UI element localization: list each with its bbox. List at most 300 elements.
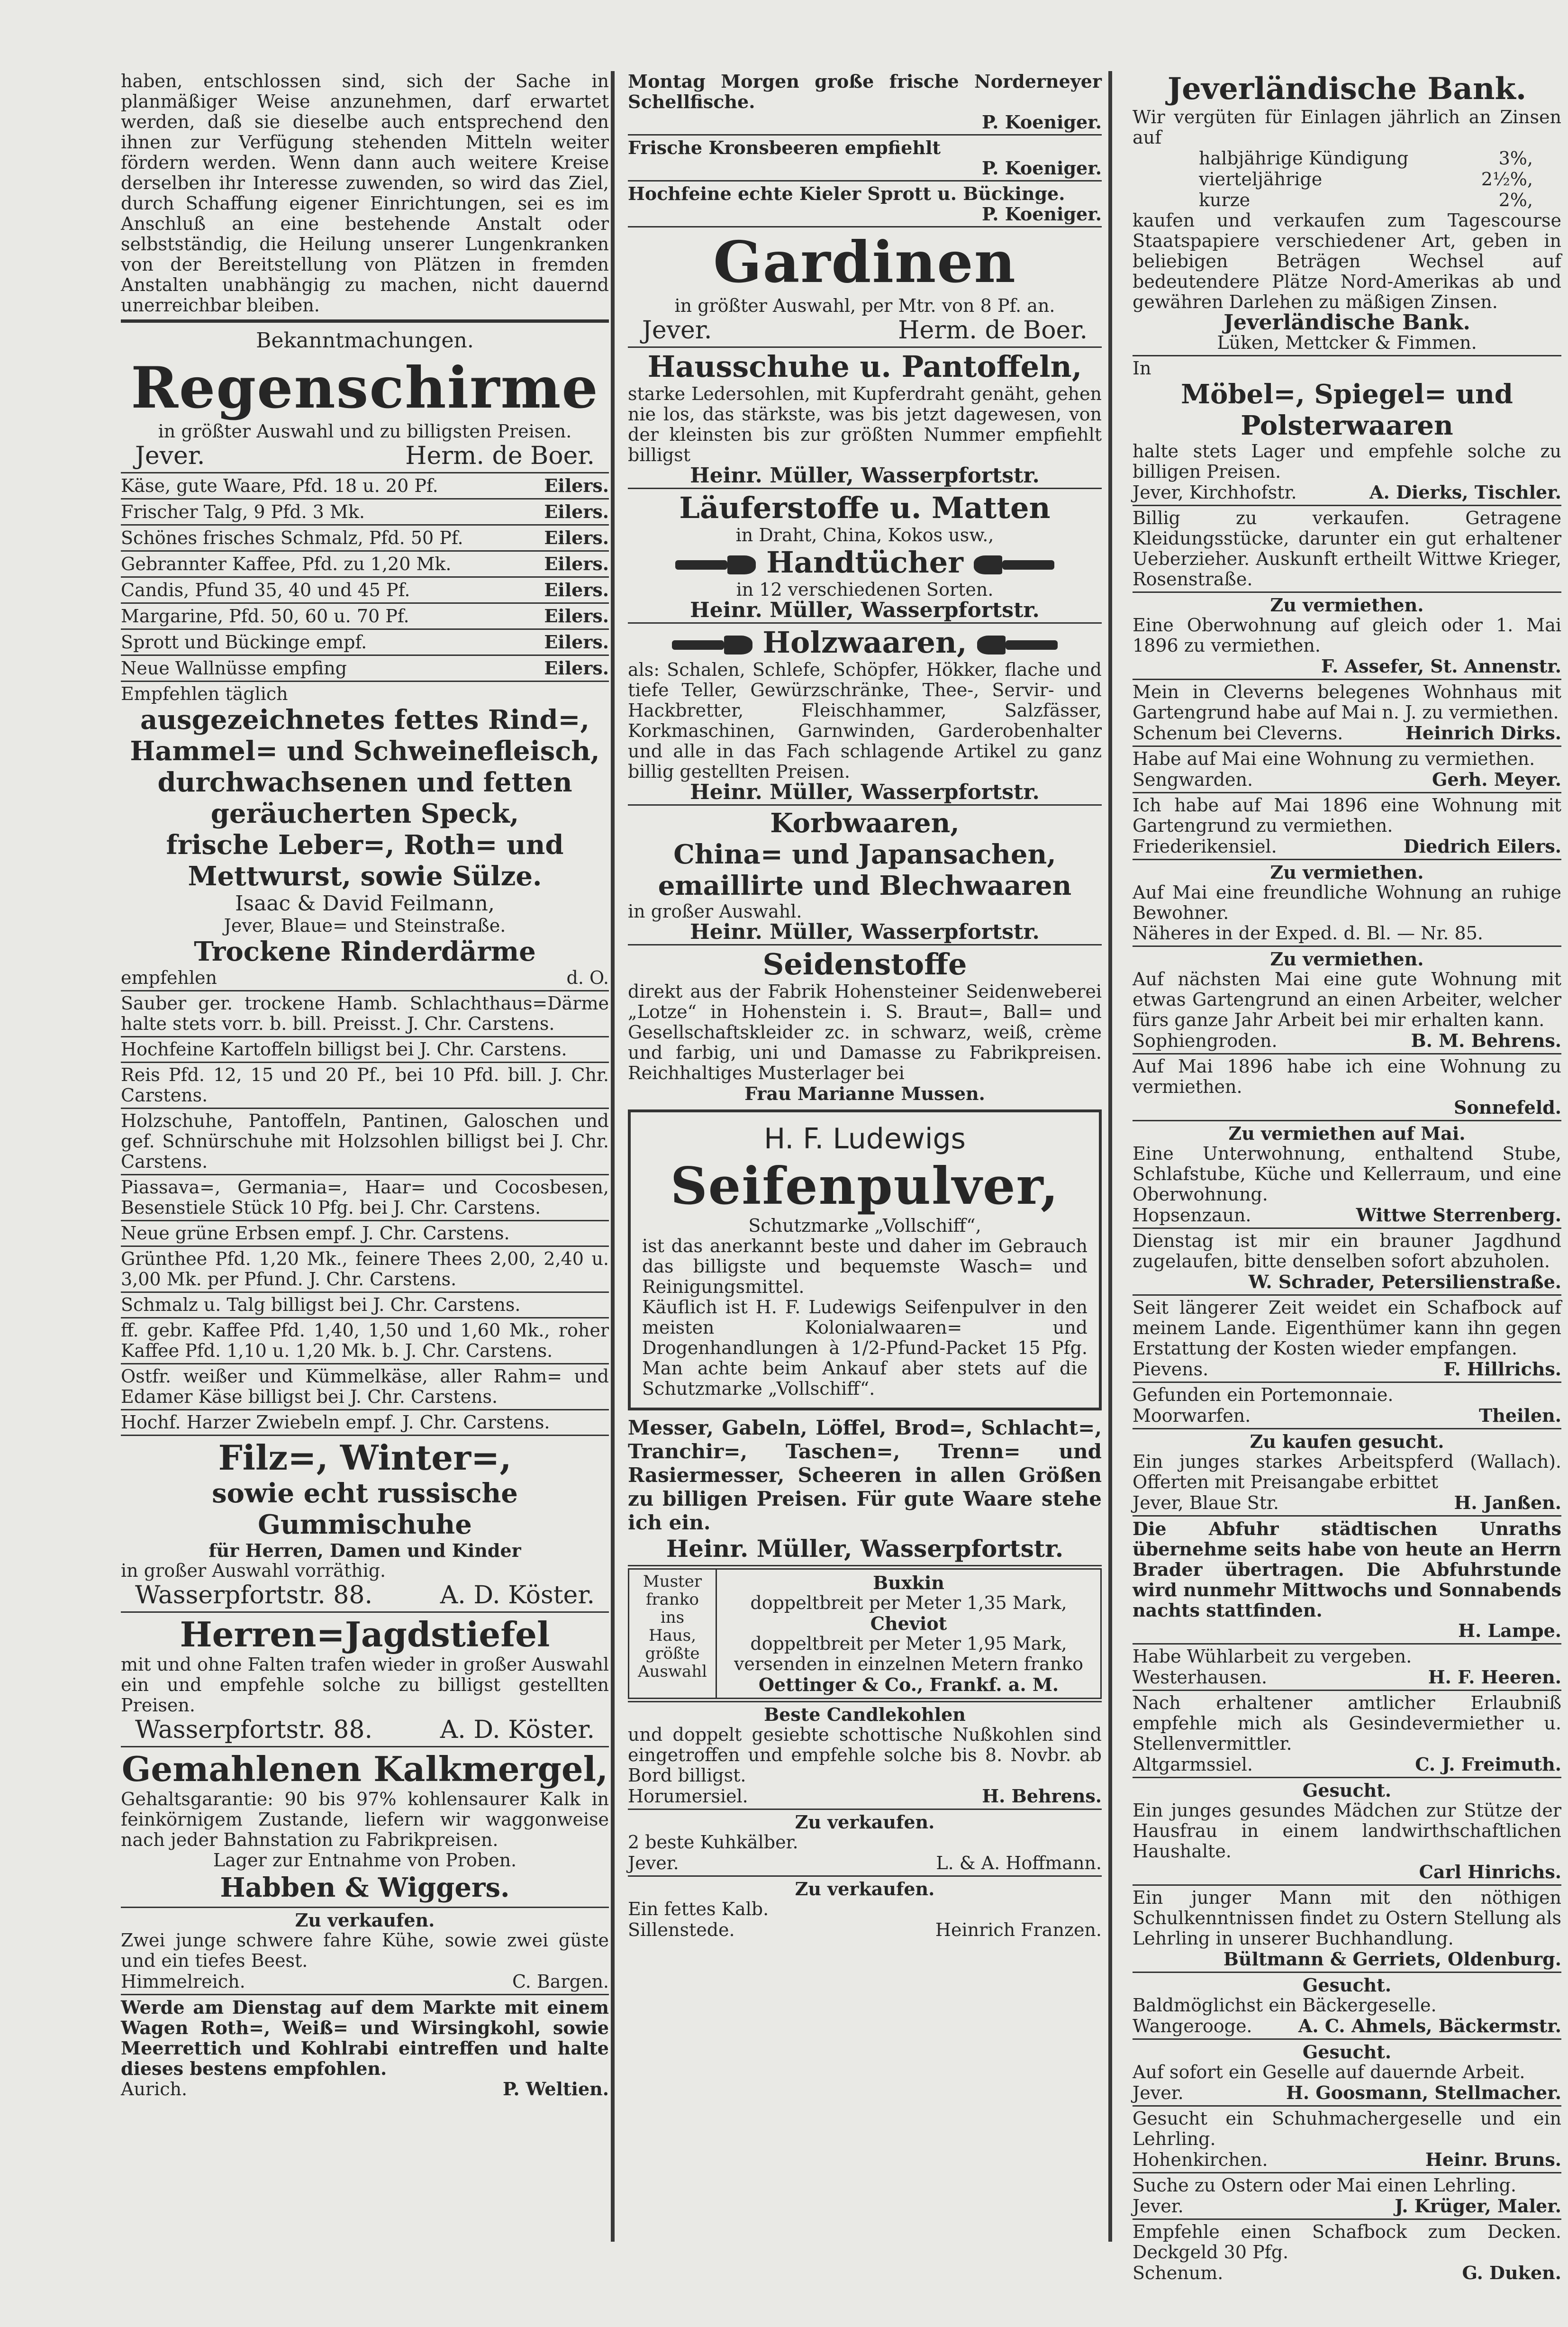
carstens-ad: Holzschuhe, Pantoffeln, Pantinen, Galoschen und gef. Schnürschuhe mit Holzsohlen billigst bei J. Chr. Carstens. bbox=[121, 1110, 609, 1172]
ad-name: Gerh. Meyer. bbox=[1432, 769, 1561, 790]
divider bbox=[1133, 505, 1561, 506]
ad-text2: Näheres in der Exped. d. Bl. — Nr. 85. bbox=[1133, 923, 1483, 944]
ad-vermiethen4 bbox=[1133, 1123, 1561, 1226]
ad-head: Zu verkaufen. bbox=[295, 1909, 435, 1931]
ad-line: Mettwurst, sowie Sülze. bbox=[188, 861, 542, 892]
ad-name: J. Krüger, Maler. bbox=[1395, 2195, 1561, 2217]
ad-text: empfehlen bbox=[121, 967, 217, 988]
carstens-ads bbox=[121, 993, 609, 1436]
ad-sig: Eilers. bbox=[544, 605, 609, 627]
ad-name: L. & A. Hoffmann. bbox=[936, 1853, 1102, 1873]
ad-pre: In bbox=[1133, 358, 1151, 379]
ad-text: Hochfeine echte Kieler Sprott u. Bückinge. bbox=[628, 183, 1065, 204]
ad-line: Polsterwaaren bbox=[1241, 410, 1453, 441]
ad-firm: Heinr. Müller, Wasserpfortstr. bbox=[690, 780, 1040, 804]
ad-firm: A. D. Köster. bbox=[440, 1716, 595, 1744]
divider bbox=[121, 1062, 609, 1063]
ad-signature bbox=[1133, 2082, 1561, 2103]
ad-text: Gefunden ein Portemonnaie. bbox=[1133, 1384, 1394, 1405]
eilers-ad bbox=[121, 475, 609, 496]
ad-name: Heinrich Franzen. bbox=[935, 1919, 1102, 1940]
divider bbox=[1133, 1227, 1561, 1229]
divider bbox=[1133, 1884, 1561, 1886]
ad-text2: kaufen und verkaufen zum Tagescourse Staatspapiere verschiedener Art, geben in beliebigen Beträgen Wechsel auf bedeutendere Plätze Nord-Amerikas ab und gewähren Darlehen zu mäßigen Zinsen. bbox=[1133, 210, 1561, 312]
carstens-ad: Neue grüne Erbsen empf. J. Chr. Carstens. bbox=[121, 1223, 510, 1244]
rate-row bbox=[1133, 190, 1561, 210]
ad-sig: Eilers. bbox=[544, 475, 609, 496]
ad-hausschuhe bbox=[628, 350, 1102, 486]
ad-line: Oettinger & Co., Frankf. a. M. bbox=[758, 1674, 1059, 1695]
ad-text: Werde am Dienstag auf dem Markte mit einem Wagen Roth=, Weiß= und Wirsingkohl, sowie Meerrettich und Kohlrabi eintreffen und halte dieses bestens empfohlen. bbox=[121, 1997, 609, 2079]
divider bbox=[628, 622, 1102, 624]
ad-gesucht1 bbox=[1133, 1780, 1561, 1882]
divider bbox=[121, 1409, 609, 1410]
divider bbox=[1133, 859, 1561, 860]
rate-list bbox=[1133, 148, 1561, 210]
ad-text: Baldmöglichst ein Bäckergeselle. bbox=[1133, 1995, 1437, 2016]
ad-line: Auswahl bbox=[637, 1662, 707, 1681]
ad-signature bbox=[121, 1716, 609, 1744]
ad-bank bbox=[1133, 71, 1561, 353]
carstens-ad: Piassava=, Germania=, Haar= und Cocosbesen, Besenstiele Stück 10 Pfg. bei J. Chr. Carstens. bbox=[121, 1177, 609, 1218]
divider bbox=[1133, 1690, 1561, 1691]
ad-head: Zu vermiethen auf Mai. bbox=[1228, 1123, 1466, 1144]
ad-title2-text: Handtücher bbox=[766, 545, 963, 580]
ad-title2: sowie echt russische Gummischuhe bbox=[212, 1478, 518, 1540]
ad-vermiethen1 bbox=[1133, 595, 1561, 677]
ad-kalb bbox=[628, 1879, 1102, 1940]
ad-text: Mein in Cleverns belegenes Wohnhaus mit Gartengrund habe auf Mai n. J. zu vermiethen. bbox=[1133, 682, 1561, 723]
divider bbox=[628, 944, 1102, 945]
divider bbox=[628, 1701, 1102, 1702]
ad-title: Hausschuhe u. Pantoffeln, bbox=[647, 349, 1082, 384]
ad-line: emaillirte und Blechwaaren bbox=[658, 870, 1072, 901]
rate-value: 2%, bbox=[1498, 190, 1533, 210]
ad-line: China= und Japansachen, bbox=[673, 839, 1056, 870]
carstens-ad: Hochfeine Kartoffeln billigst bei J. Chr. Carstens. bbox=[121, 1039, 567, 1060]
rate-label: halbjährige Kündigung bbox=[1199, 148, 1409, 169]
ad-sig: P. Koeniger. bbox=[981, 157, 1102, 179]
ad-name: H. F. Heeren. bbox=[1428, 1666, 1561, 1688]
ad-right-panel bbox=[717, 1570, 1100, 1698]
ad-signature bbox=[1133, 2149, 1561, 2170]
divider bbox=[121, 550, 609, 552]
ad-title: Gardinen bbox=[713, 229, 1016, 296]
ad-text: Eine Oberwohnung auf gleich oder 1. Mai 1896 zu vermiethen. bbox=[1133, 615, 1561, 656]
ad-firm: Heinr. Müller, Wasserpfortstr. bbox=[666, 1535, 1064, 1563]
divider bbox=[121, 602, 609, 604]
ad-signature bbox=[1133, 1667, 1561, 1688]
ad-name: A. Dierks, Tischler. bbox=[1369, 482, 1561, 503]
ad-mark: Schutzmarke „Vollschiff“, bbox=[748, 1215, 981, 1236]
divider bbox=[628, 180, 1102, 182]
ad-text: Gesucht ein Schuhmachergeselle und ein Lehrling. bbox=[1133, 2108, 1561, 2149]
rate-value: 3%, bbox=[1498, 148, 1533, 169]
ad-firm: Isaac & David Feilmann, bbox=[235, 891, 495, 916]
ad-place: Altgarmssiel. bbox=[1133, 1754, 1253, 1775]
ad-signature bbox=[1133, 723, 1561, 744]
ad-sig: Eilers. bbox=[544, 553, 609, 574]
ad-text: in großer Auswahl. bbox=[628, 901, 802, 922]
ad-place: Jever, Blaue Str. bbox=[1133, 1492, 1279, 1513]
ad-head: Zu vermiethen. bbox=[1270, 594, 1424, 616]
eilers-ad bbox=[121, 658, 609, 679]
ad-text: Eine Unterwohnung, enthaltend Stube, Schlafstube, Küche und Kellerraum, und eine Oberwohnung. bbox=[1133, 1143, 1561, 1205]
ad-line: Hammel= und Schweinefleisch, bbox=[130, 736, 600, 767]
ad-sig: Eilers. bbox=[544, 657, 609, 679]
ad-name: W. Schrader, Petersilienstraße. bbox=[1248, 1271, 1561, 1292]
ad-place: Wasserpfortstr. 88. bbox=[135, 1716, 373, 1744]
ad-signature bbox=[1133, 769, 1561, 790]
ad-head: Zu vermiethen. bbox=[1270, 948, 1424, 970]
eilers-ad bbox=[121, 527, 609, 548]
ad-text: Auf Mai eine freundliche Wohnung an ruhige Bewohner. bbox=[1133, 882, 1561, 923]
divider bbox=[1133, 1428, 1561, 1429]
ad-head: Gesucht. bbox=[1302, 1974, 1392, 1996]
ad-text: Ein junges gesundes Mädchen zur Stütze der Hausfrau in einem landwirthschaftlichen Haushalte. bbox=[1133, 1800, 1561, 1862]
ad-place: Friederikensiel. bbox=[1133, 836, 1277, 857]
ad-text: Gehaltsgarantie: 90 bis 97% kohlensaurer Kalk in feinkörnigem Zustande, liefern wir waggonweise nach jeder Bahnstation zu Fabrikpreisen. bbox=[121, 1789, 609, 1850]
ad-name: H. Janßen. bbox=[1454, 1492, 1561, 1513]
ad-text: 2 beste Kuhkälber. bbox=[628, 1832, 798, 1853]
section-heading: Bekanntmachungen. bbox=[256, 328, 474, 353]
ad-place: Schenum bei Cleverns. bbox=[1133, 723, 1343, 744]
ad-firm: Herm. de Boer. bbox=[898, 316, 1088, 345]
carstens-ad: Grünthee Pfd. 1,20 Mk., feinere Thees 2,00, 2,40 u. 3,00 Mk. per Pfund. J. Chr. Carstens. bbox=[121, 1248, 609, 1290]
divider bbox=[1133, 1053, 1561, 1054]
ad-signature bbox=[1133, 1754, 1561, 1775]
ad-text: Frischer Talg, 9 Pfd. 3 Mk. bbox=[121, 501, 365, 522]
ad-signature bbox=[1133, 1097, 1561, 1118]
divider bbox=[1133, 1120, 1561, 1121]
divider bbox=[121, 1036, 609, 1037]
ad-place: Pievens. bbox=[1133, 1359, 1209, 1380]
ad-title: Jeverländische Bank. bbox=[1167, 71, 1527, 107]
ad-abfuhr bbox=[1133, 1518, 1561, 1641]
divider bbox=[1133, 1382, 1561, 1383]
divider bbox=[1133, 1643, 1561, 1645]
pointing-hand-icon bbox=[675, 554, 756, 576]
ad-sig: Eilers. bbox=[544, 501, 609, 522]
ad-eilers2 bbox=[1133, 795, 1561, 857]
ad-schuhmacher bbox=[1133, 2109, 1561, 2170]
ad-sig: Eilers. bbox=[544, 579, 609, 600]
ad-line: doppeltbreit per Meter 1,35 Mark, bbox=[750, 1592, 1067, 1613]
divider bbox=[1133, 2105, 1561, 2107]
ad-text: Nach erhaltener amtlicher Erlaubniß empfehle mich als Gesindevermiether u. Stellenvermittler. bbox=[1133, 1692, 1561, 1754]
eilers-ad bbox=[121, 632, 609, 653]
divider bbox=[121, 654, 609, 656]
ad-text: Wir vergüten für Einlagen jährlich an Zinsen auf bbox=[1133, 107, 1561, 148]
divider bbox=[628, 134, 1102, 136]
ad-firm: Heinr. Müller, Wasserpfortstr. bbox=[690, 598, 1040, 622]
ad-korbwaaren bbox=[628, 808, 1102, 942]
ad-text: und doppelt gesiebte schottische Nußkohlen sind eingetroffen und empfehle solche bis 8. Novbr. ab Bord billigst. bbox=[628, 1724, 1102, 1786]
carstens-ad: Reis Pfd. 12, 15 und 20 Pf., bei 10 Pfd. bill. J. Chr. Carstens. bbox=[121, 1064, 609, 1106]
ad-gummischuhe bbox=[121, 1438, 609, 1609]
divider bbox=[628, 804, 1102, 806]
ad-firm: Frau Marianne Mussen. bbox=[744, 1083, 985, 1104]
divider bbox=[1133, 1294, 1561, 1296]
column-rule bbox=[1108, 71, 1112, 2242]
ad-name: H. Goosmann, Stellmacher. bbox=[1286, 2082, 1561, 2103]
ad-text: Ein fettes Kalb. bbox=[628, 1899, 769, 1919]
ad-pre: Empfehlen täglich bbox=[121, 683, 288, 704]
ad-text: Zwei junge schwere fahre Kühe, sowie zwei güste und ein tiefes Beest. bbox=[121, 1930, 609, 1971]
ad-name: F. Assefer, St. Annenstr. bbox=[1321, 655, 1561, 677]
ad-fleisch bbox=[121, 684, 609, 936]
ad-text2: Käuflich ist H. F. Ludewigs Seifenpulver in den meisten Kolonialwaaren= und Drogenhandlungen à 1/2-Pfund-Packet 15 Pfg. Man achte beim Ankauf aber stets auf die Schutzmarke „Vollschiff“. bbox=[642, 1297, 1088, 1399]
ad-gesucht3 bbox=[1133, 2042, 1561, 2103]
ad-text: Die Abfuhr städtischen Unraths übernehme seits habe von heute an Herrn Brader übertragen. Die Abfuhrstunde wird nunmehr Mittwochs und Sonnabends nachts stattfinden. bbox=[1133, 1518, 1561, 1621]
divider bbox=[121, 1291, 609, 1293]
divider bbox=[1133, 945, 1561, 947]
ad-signature bbox=[1133, 836, 1561, 857]
ad-line: durchwachsenen und fetten bbox=[157, 767, 572, 798]
ad-head: Gesucht. bbox=[1302, 1780, 1392, 1801]
ad-place: Wangerooge. bbox=[1133, 2016, 1252, 2036]
ad-place: Sophiengroden. bbox=[1133, 1030, 1278, 1051]
ad-title: Herren=Jagdstiefel bbox=[180, 1614, 550, 1654]
ad-firm: Heinr. Müller, Wasserpfortstr. bbox=[690, 920, 1040, 944]
ad-title: Seifenpulver, bbox=[670, 1156, 1060, 1216]
eilers-ad bbox=[121, 606, 609, 627]
ad-place: Sengwarden. bbox=[1133, 769, 1253, 790]
ad-sig: Jeverländische Bank. bbox=[1224, 310, 1470, 335]
ad-place: Jever. bbox=[1133, 2196, 1184, 2217]
ad-address: Jever, Blaue= und Steinstraße. bbox=[224, 915, 506, 936]
eilers-ad bbox=[121, 501, 609, 522]
rate-value: 2½%, bbox=[1481, 169, 1533, 190]
carstens-ad: ff. gebr. Kaffee Pfd. 1,40, 1,50 und 1,60 Mk., roher Kaffee Pfd. 1,10 u. 1,20 Mk. b. J. Chr. Carstens. bbox=[121, 1320, 609, 1361]
ad-buchhandlung bbox=[1133, 1888, 1561, 1970]
left-column bbox=[121, 71, 609, 2242]
ad-text: Sprott und Bückinge empf. bbox=[121, 632, 367, 653]
ad-text: in großer Auswahl vorräthig. bbox=[121, 1560, 386, 1581]
ad-line: Möbel=, Spiegel= und bbox=[1181, 379, 1513, 410]
ad-name: F. Hillrichs. bbox=[1443, 1358, 1561, 1380]
ad-name: C. J. Freimuth. bbox=[1415, 1754, 1561, 1775]
ad-kalkmergel bbox=[121, 1749, 609, 1905]
ad-signature bbox=[1133, 656, 1561, 677]
ad-name: H. Lampe. bbox=[1458, 1620, 1561, 1641]
eilers-ad bbox=[121, 554, 609, 574]
ad-vermiethen3 bbox=[1133, 949, 1561, 1051]
ad-place: Jever, Kirchhofstr. bbox=[1133, 482, 1297, 503]
ad-text: Käse, gute Waare, Pfd. 18 u. 20 Pf. bbox=[121, 475, 438, 496]
ad-name: Bültmann & Gerriets, Oldenburg. bbox=[1223, 1948, 1561, 1970]
ad-signature bbox=[1133, 2016, 1561, 2036]
ad-firm: Herm. de Boer. bbox=[405, 442, 595, 470]
ad-gesinde bbox=[1133, 1693, 1561, 1775]
ad-signature bbox=[1133, 1620, 1561, 1641]
divider bbox=[628, 1809, 1102, 1810]
ad-subtitle: für Herren, Damen und Kinder bbox=[208, 1540, 521, 1561]
ad-schafbock bbox=[1133, 1298, 1561, 1380]
ad-text: Montag Morgen große frische Norderneyer Schellfische. bbox=[628, 71, 1102, 112]
ad-title-text: Holzwaaren, bbox=[762, 625, 967, 660]
ad-text: Messer, Gabeln, Löffel, Brod=, Schlacht=, Tranchir=, Taschen=, Trenn= und Rasiermesser, Scheeren in allen Größen zu billigen Preisen. Für gute Waare stehe ich ein. bbox=[628, 1416, 1102, 1534]
ad-line: geräucherten Speck, bbox=[210, 798, 519, 829]
ad-place: Westerhausen. bbox=[1133, 1667, 1268, 1688]
ad-line: ins bbox=[660, 1608, 685, 1627]
ad-sig: d. O. bbox=[566, 967, 609, 988]
ad-holzwaaren bbox=[628, 626, 1102, 802]
ad-text: Auf nächsten Mai eine gute Wohnung mit etwas Gartengrund an einen Arbeiter, welcher fürs ganze Jahr Arbeit bei mir erhalten kann. bbox=[1133, 969, 1561, 1030]
ad-line: Korbwaaren, bbox=[770, 808, 960, 839]
ad-name: Diedrich Eilers. bbox=[1403, 836, 1561, 857]
ad-head: Zu kaufen gesucht. bbox=[1250, 1431, 1444, 1452]
ad-name: Heinrich Dirks. bbox=[1405, 722, 1561, 744]
ad-sig: Eilers. bbox=[544, 527, 609, 548]
eilers-ad bbox=[121, 580, 609, 600]
ad-line: ausgezeichnetes fettes Rind=, bbox=[140, 704, 589, 736]
divider bbox=[121, 498, 609, 500]
ad-text: Schönes frisches Schmalz, Pfd. 50 Pf. bbox=[121, 527, 463, 548]
ad-kohl bbox=[121, 1997, 609, 2100]
article-continuation: haben, entschlossen sind, sich der Sache in planmäßiger Weise anzunehmen, darf erwartet werden, daß sie dieselbe auch entsprechend den ihnen zur Verfügung stehenden Mitteln weiter fördern werden. Wenn dann auch weitere Kreise derselben ihr Interesse zuwenden, so wird das Ziel, durch Schaffung eigener Einrichtungen, sei es im Anschluß an eine bestehende Anstalt oder selbstständig, die Heilung unserer Lungenkranken von der Bereitstellung von Plätzen in fremden Anstalten unabhängig zu machen, nicht dauernd unerreichbar bleiben. bbox=[121, 71, 609, 316]
ad-messer bbox=[628, 1416, 1102, 1563]
ad-text: halte stets Lager und empfehle solche zu billigen Preisen. bbox=[1133, 441, 1561, 482]
ad-place: Hopsenzaun. bbox=[1133, 1205, 1251, 1226]
ad-text: direkt aus der Fabrik Hohensteiner Seidenweberei „Lotze“ in Hohenstein i. S. Braut=, Ball= und Gesellschaftskleider zc. in schwarz, weiß, crème und farbig, uni und Damasse zu Fabrikpreisen. Reichhaltiges Musterlager bei bbox=[628, 981, 1102, 1083]
ad-text: Suche zu Ostern oder Mai einen Lehrling. bbox=[1133, 2175, 1516, 2196]
ad-waehlarbeit bbox=[1133, 1646, 1561, 1688]
divider bbox=[121, 472, 609, 473]
ad-text: Ich habe auf Mai 1896 eine Wohnung mit Gartengrund zu vermiethen. bbox=[1133, 795, 1561, 836]
divider bbox=[121, 524, 609, 526]
ad-line: franko bbox=[645, 1590, 699, 1609]
ad-kohlen bbox=[628, 1704, 1102, 1807]
ad-name: Sonnefeld. bbox=[1454, 1097, 1561, 1118]
ad-text: Seit längerer Zeit weidet ein Schafbock auf meinem Lande. Eigenthümer kann ihn gegen Erstattung der Kosten wieder empfangen. bbox=[1133, 1297, 1561, 1359]
divider bbox=[121, 681, 609, 682]
ad-signature bbox=[1133, 1205, 1561, 1226]
ad-line: versenden in einzelnen Metern franko bbox=[734, 1654, 1084, 1674]
ad-name: Carl Hinrichs. bbox=[1419, 1861, 1561, 1882]
ad-name: Heinr. Bruns. bbox=[1425, 2149, 1561, 2170]
divider bbox=[628, 488, 1102, 489]
ad-laeufer bbox=[628, 491, 1102, 620]
ad-signature bbox=[628, 1853, 1102, 1873]
rate-row bbox=[1133, 169, 1561, 190]
ad-line: größte bbox=[645, 1644, 700, 1663]
ad-gefunden bbox=[1133, 1385, 1561, 1426]
ad-name: H. Behrens. bbox=[982, 1785, 1102, 1807]
divider bbox=[1133, 1972, 1561, 1973]
ad-firm: A. D. Köster. bbox=[440, 1581, 595, 1609]
divider bbox=[1133, 355, 1561, 356]
divider bbox=[121, 1174, 609, 1175]
divider bbox=[1133, 1777, 1561, 1778]
ad-title: Gemahlenen Kalkmergel, bbox=[121, 1749, 608, 1789]
ad-firm: Habben & Wiggers. bbox=[220, 1872, 510, 1903]
divider bbox=[121, 1746, 609, 1747]
divider bbox=[1133, 792, 1561, 793]
ad-signature bbox=[1133, 1359, 1561, 1380]
ad-sub: in Draht, China, Kokos usw., bbox=[735, 525, 994, 545]
divider bbox=[1133, 745, 1561, 747]
ad-title bbox=[628, 626, 1102, 660]
ad-place: Moorwarfen. bbox=[1133, 1405, 1251, 1426]
carstens-ad: Schmalz u. Talg billigst bei J. Chr. Carstens. bbox=[121, 1294, 521, 1315]
ad-signature bbox=[1133, 1405, 1561, 1426]
ad-text: in größter Auswahl und zu billigsten Preisen. bbox=[158, 421, 572, 442]
divider bbox=[121, 1108, 609, 1109]
divider bbox=[121, 1611, 609, 1613]
ad-sig: Eilers. bbox=[544, 631, 609, 653]
ad-signature bbox=[628, 1919, 1102, 1940]
ad-title: Regenschirme bbox=[131, 355, 599, 421]
ad-vermiethen2 bbox=[1133, 862, 1561, 944]
rate-label: vierteljährige bbox=[1199, 169, 1323, 190]
ad-text: Habe auf Mai eine Wohnung zu vermiethen. bbox=[1133, 748, 1535, 769]
ad-text: Margarine, Pfd. 50, 60 u. 70 Pf. bbox=[121, 606, 409, 627]
koeniger-ads bbox=[628, 71, 1102, 227]
ad-name: Wittwe Sterrenberg. bbox=[1356, 1204, 1561, 1226]
ad-place: Jever. bbox=[642, 316, 712, 345]
ad-signature bbox=[1133, 1862, 1561, 1882]
ad-billig: Billig zu verkaufen. Getragene Kleidungsstücke, darunter ein gut erhaltener Ueberzieher. Auskunft ertheilt Wittwe Krieger, Rosenstraße. bbox=[1133, 508, 1561, 590]
divider bbox=[121, 1245, 609, 1247]
eilers-ads bbox=[121, 475, 609, 682]
ad-name: P. Weltien. bbox=[503, 2078, 609, 2100]
ad-place: Sillenstede. bbox=[628, 1919, 735, 1940]
divider bbox=[121, 1907, 609, 1908]
ad-lines bbox=[121, 704, 609, 892]
rate-row bbox=[1133, 148, 1561, 169]
pointing-hand-icon bbox=[974, 554, 1054, 576]
ad-head: Gesucht. bbox=[1302, 2041, 1392, 2063]
ad-text: Frische Kronsbeeren empfiehlt bbox=[628, 137, 941, 158]
ad-text: Empfehle einen Schafbock zum Decken. Deckgeld 30 Pfg. bbox=[1133, 2221, 1561, 2263]
ad-line: doppeltbreit per Meter 1,95 Mark, bbox=[750, 1633, 1067, 1654]
column-rule bbox=[611, 71, 615, 2242]
ad-kuhkaelber bbox=[628, 1812, 1102, 1873]
ad-line: Muster bbox=[643, 1572, 702, 1591]
ad-gesucht2 bbox=[1133, 1975, 1561, 2036]
divider bbox=[1133, 2038, 1561, 2040]
rate-label: kurze bbox=[1199, 190, 1251, 210]
ad-firm: H. F. Ludewigs bbox=[764, 1122, 966, 1155]
divider bbox=[1133, 2172, 1561, 2173]
ad-name: Theilen. bbox=[1479, 1405, 1561, 1426]
ad-place: Aurich. bbox=[121, 2079, 188, 2100]
ad-sig: P. Koeniger. bbox=[981, 111, 1102, 133]
ad-moebel bbox=[1133, 358, 1561, 503]
ad-title: Trockene Rinderdärme bbox=[194, 936, 536, 967]
ad-gardinen bbox=[628, 229, 1102, 345]
ad-signature bbox=[121, 2079, 609, 2100]
ad-line: frische Leber=, Roth= und bbox=[166, 829, 564, 861]
ad-title: Läuferstoffe u. Matten bbox=[679, 491, 1051, 525]
ad-name: A. C. Ahmels, Bäckermstr. bbox=[1298, 2015, 1561, 2036]
ad-kuehe bbox=[121, 1910, 609, 1992]
ad-text: Auf Mai 1896 habe ich eine Wohnung zu vermiethen. bbox=[1133, 1056, 1561, 1097]
ad-signature bbox=[628, 1786, 1102, 1807]
ad-place: Schenum. bbox=[1133, 2263, 1224, 2283]
ad-signature bbox=[121, 442, 609, 470]
ad-head: Zu vermiethen. bbox=[1270, 862, 1424, 883]
ad-seidenstoffe bbox=[628, 947, 1102, 1104]
classified-ads bbox=[1133, 591, 1561, 2283]
ad-text2: Lager zur Entnahme von Proben. bbox=[213, 1850, 517, 1871]
right-column bbox=[1133, 71, 1561, 2283]
divider bbox=[121, 628, 609, 630]
ad-seifenpulver bbox=[628, 1109, 1102, 1410]
ad-name: C. Bargen. bbox=[512, 1971, 609, 1992]
ad-place: Wasserpfortstr. 88. bbox=[135, 1581, 373, 1609]
